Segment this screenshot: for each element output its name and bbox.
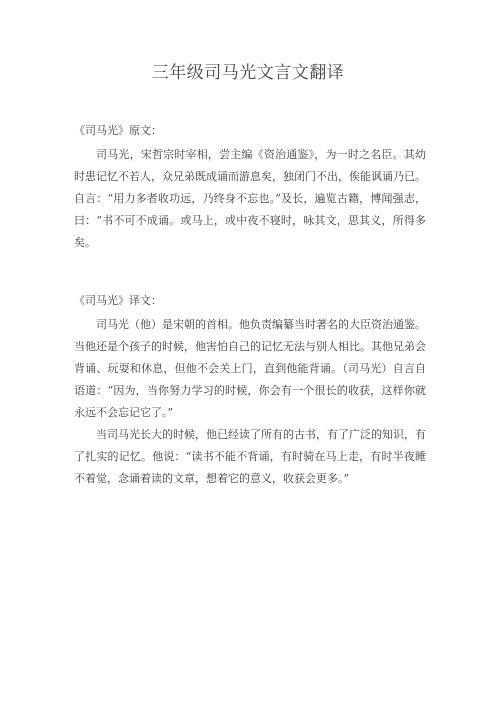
original-paragraph: 司马光，宋哲宗时宰相，尝主编《资治通鉴》，为一时之名臣。其幼时患记忆不若人，众兄弟既成诵而游息矣，独闭门不出，俟能讽诵乃已。自言：“用力多者收功远，乃终身不忘也。”及长，遍览古籍，博闻强志，曰：“书不可不成诵。或马上，或中夜不寝时，咏其文，思其义，所得多矣。 xyxy=(74,148,426,249)
original-text-section xyxy=(74,120,426,254)
translation-paragraph: 当司马光长大的时候，他已经读了所有的古书，有了广泛的知识，有了扎实的记忆。他说：“读书不能不背诵，有时骑在马上走，有时半夜睡不着觉，念诵着读的文章，想着它的意义，收获会更多。” xyxy=(74,428,426,485)
page-title: 三年级司马光文言文翻译 xyxy=(151,63,345,83)
translation-heading: 《司马光》译文： xyxy=(74,294,162,307)
translation-section xyxy=(74,290,426,490)
translation-paragraph: 司马光（他）是宋朝的首相。他负责编纂当时著名的大臣资治通鉴。当他还是个孩子的时候，他害怕自己的记忆无法与别人相比。其他兄弟会背诵、玩耍和休息，但他不会关上门，直到他能背诵。（司马光）自言自语道：“因为，当你努力学习的时候，你会有一个很长的收获，这样你就永远不会忘记它了。” xyxy=(74,318,426,419)
original-heading: 《司马光》原文： xyxy=(74,124,162,137)
